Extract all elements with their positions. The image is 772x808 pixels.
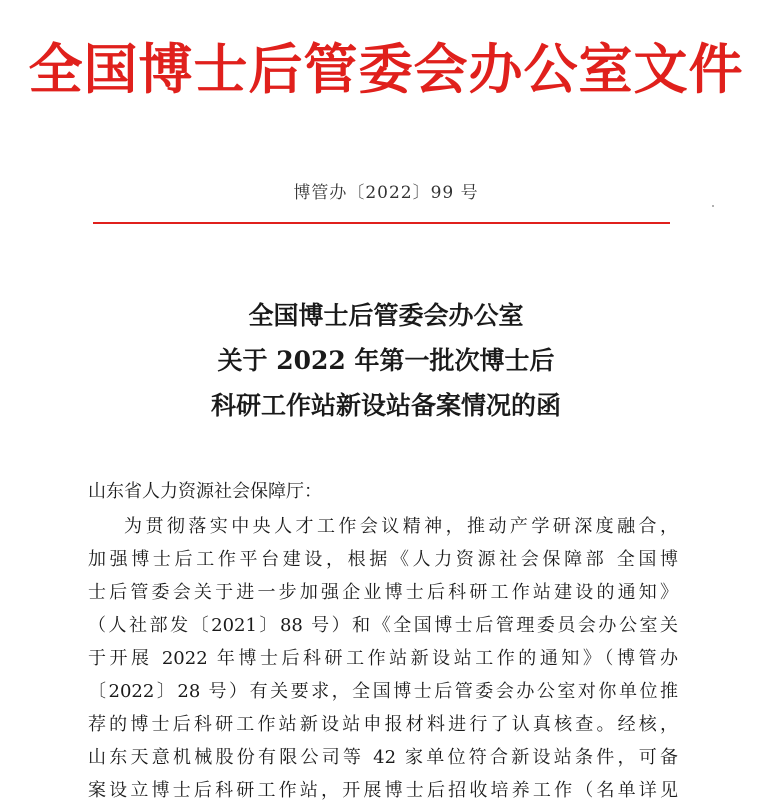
body-line: 荐的博士后科研工作站新设站申报材料进行了认真核查。经核， — [88, 714, 678, 735]
letter-title-line-2: 关于 2022 年第一批次博士后 — [217, 346, 555, 375]
scan-speck — [712, 205, 714, 207]
document-number: 博管办〔2022〕99 号 — [293, 183, 479, 203]
letter-title-line-1: 全国博士后管委会办公室 — [248, 301, 524, 330]
body-line: 士后管委会关于进一步加强企业博士后科研工作站建设的通知》 — [88, 582, 678, 603]
red-divider-line — [93, 222, 670, 224]
body-line: 案设立博士后科研工作站，开展博士后招收培养工作（名单详见 — [88, 780, 678, 801]
body-line: 为贯彻落实中央人才工作会议精神，推动产学研深度融合， — [124, 516, 678, 537]
body-line: （人社部发〔2021〕88 号）和《全国博士后管理委员会办公室关 — [88, 615, 678, 636]
body-line: 加强博士后工作平台建设，根据《人力资源社会保障部 全国博 — [88, 549, 678, 570]
body-line: 〔2022〕28 号）有关要求，全国博士后管委会办公室对你单位推 — [88, 681, 678, 702]
body-line: 于开展 2022 年博士后科研工作站新设站工作的通知》（博管办 — [88, 648, 678, 669]
letter-body — [88, 510, 678, 807]
letter-title — [0, 293, 772, 428]
document-header-title: 全国博士后管委会办公室文件 — [28, 38, 744, 101]
letter-title-line-3: 科研工作站新设站备案情况的函 — [210, 391, 561, 420]
addressee: 山东省人力资源社会保障厅： — [88, 481, 322, 502]
body-line: 山东天意机械股份有限公司等 42 家单位符合新设站条件，可备 — [88, 747, 678, 768]
